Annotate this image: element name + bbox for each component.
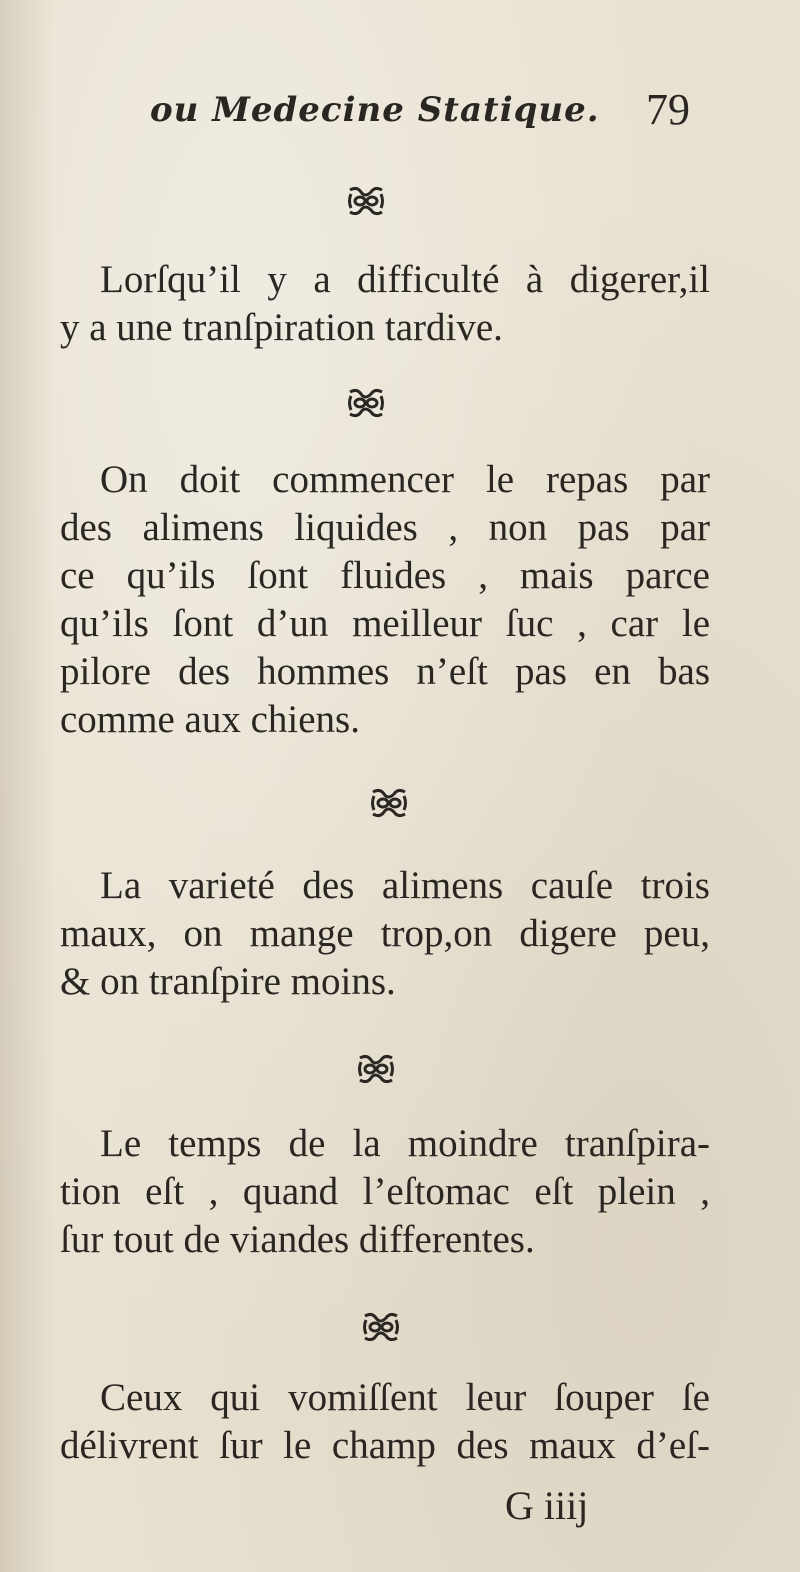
fleuron-ornament-icon bbox=[362, 1312, 400, 1342]
paragraph-5 bbox=[60, 1374, 710, 1470]
paragraph-line: délivrent ſur le champ des maux d’eſ- bbox=[60, 1424, 710, 1467]
paragraph-line: comme aux chiens. bbox=[60, 698, 360, 741]
running-title: ou Medecine Statique. bbox=[150, 90, 600, 130]
paragraph-line: & on tranſpire moins. bbox=[60, 960, 396, 1003]
page-number: 79 bbox=[646, 85, 690, 134]
paragraph-line: ce qu’ils ſont fluides , mais parce bbox=[60, 554, 710, 597]
fleuron-ornament-icon bbox=[347, 388, 385, 418]
paragraph-line: tion eſt , quand l’eſtomac eſt plein , bbox=[60, 1170, 710, 1213]
paragraph-line: maux, on mange trop,on digere peu, bbox=[60, 912, 710, 955]
signature-mark: G iiij bbox=[505, 1483, 589, 1528]
fleuron-ornament-icon bbox=[357, 1054, 395, 1084]
paragraph-line: y a une tranſpiration tardive. bbox=[60, 306, 503, 349]
page-gutter-shadow bbox=[0, 0, 55, 1572]
paragraph-3 bbox=[60, 862, 710, 1006]
paragraph-line: On doit commencer le repas par bbox=[100, 458, 710, 501]
paragraph-line: Lorſqu’il y a difficulté à digerer,il bbox=[100, 258, 710, 301]
fleuron-ornament-icon bbox=[370, 788, 408, 818]
paragraph-line: Ceux qui vomiſſent leur ſouper ſe bbox=[100, 1376, 710, 1419]
page-header bbox=[150, 82, 690, 142]
paragraph-4 bbox=[60, 1120, 710, 1264]
paragraph-1 bbox=[60, 256, 710, 352]
paragraph-line: qu’ils ſont d’un meilleur ſuc , car le bbox=[60, 602, 710, 645]
paragraph-2 bbox=[60, 456, 710, 744]
paragraph-line: Le temps de la moindre tranſpira- bbox=[100, 1122, 710, 1165]
paragraph-line: La varieté des alimens cauſe trois bbox=[100, 864, 710, 907]
fleuron-ornament-icon bbox=[347, 186, 385, 216]
paragraph-line: des alimens liquides , non pas par bbox=[60, 506, 710, 549]
paragraph-line: ſur tout de viandes differentes. bbox=[60, 1218, 535, 1261]
paragraph-line: pilore des hommes n’eſt pas en bas bbox=[60, 650, 710, 693]
